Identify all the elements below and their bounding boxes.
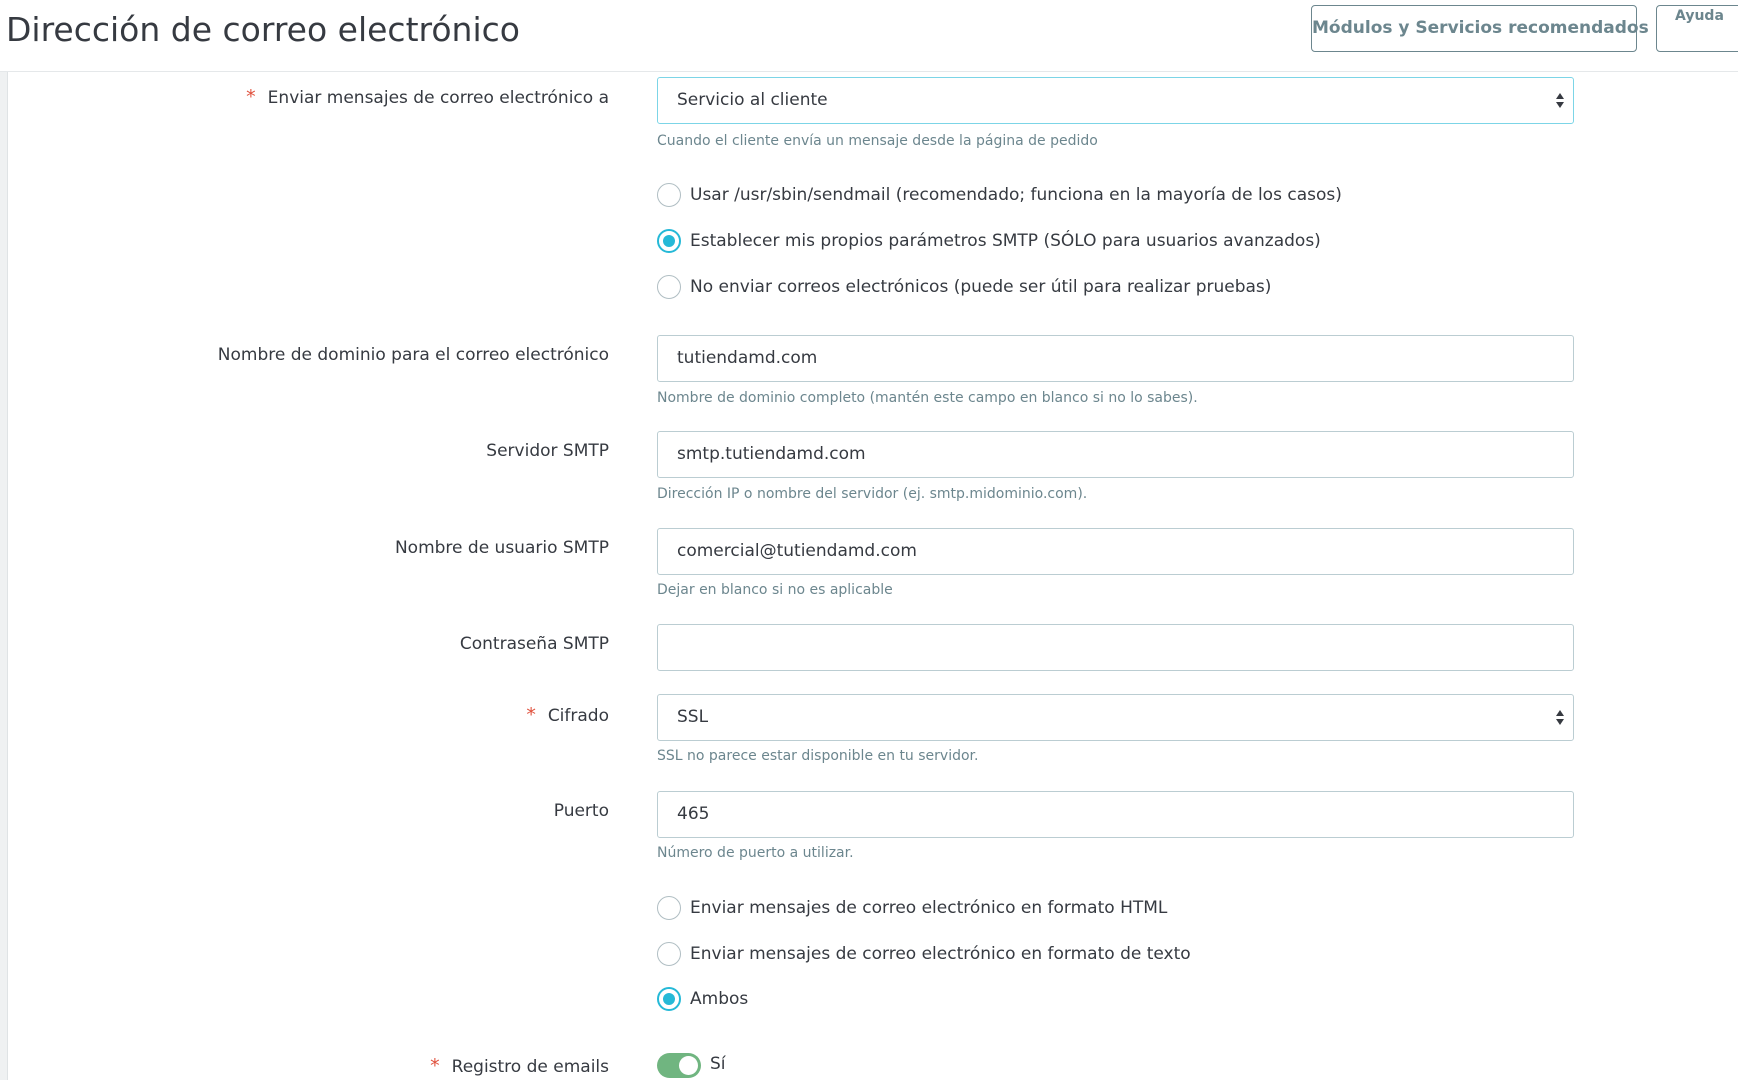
send-to-select[interactable] — [657, 77, 1574, 124]
help-button[interactable]: Ayuda — [1656, 5, 1738, 52]
radio-text[interactable] — [657, 942, 681, 966]
domain-label: Nombre de dominio para el correo electrónico — [217, 345, 609, 365]
required-marker: * — [526, 704, 536, 726]
radio-label: No enviar correos electrónicos (puede ser útil para realizar pruebas) — [690, 277, 1272, 297]
smtp-user-label: Nombre de usuario SMTP — [394, 538, 609, 558]
radio-html[interactable] — [657, 896, 681, 920]
smtp-server-help: Dirección IP o nombre del servidor (ej. smtp.midominio.com). — [657, 486, 1088, 502]
smtp-server-label: Servidor SMTP — [486, 441, 609, 461]
email-log-toggle[interactable] — [657, 1053, 701, 1078]
radio-label: Ambos — [690, 989, 749, 1009]
radio-smtp[interactable] — [657, 229, 681, 253]
send-to-help: Cuando el cliente envía un mensaje desde la página de pedido — [657, 133, 1098, 149]
recommended-modules-button[interactable]: Módulos y Servicios recomendados — [1311, 5, 1637, 52]
smtp-user-help: Dejar en blanco si no es aplicable — [657, 582, 893, 598]
radio-label: Enviar mensajes de correo electrónico en formato HTML — [690, 898, 1168, 918]
domain-input[interactable]: tutiendamd.com — [657, 335, 1574, 382]
required-marker: * — [246, 86, 256, 108]
radio-label: Usar /usr/sbin/sendmail (recomendado; funciona en la mayoría de los casos) — [690, 185, 1342, 205]
radio-sendmail[interactable] — [657, 183, 681, 207]
required-marker: * — [430, 1055, 440, 1077]
radio-label: Establecer mis propios parámetros SMTP (SÓLO para usuarios avanzados) — [690, 231, 1321, 251]
smtp-server-input[interactable]: smtp.tutiendamd.com — [657, 431, 1574, 478]
port-input[interactable]: 465 — [657, 791, 1574, 838]
send-to-label: * Enviar mensajes de correo electrónico a — [246, 86, 609, 108]
select-arrows-icon — [1555, 710, 1565, 726]
port-label: Puerto — [553, 801, 609, 821]
domain-help: Nombre de dominio completo (mantén este campo en blanco si no lo sabes). — [657, 390, 1198, 406]
page-title: Dirección de correo electrónico — [6, 10, 520, 49]
email-log-toggle-label: Sí — [710, 1054, 726, 1074]
select-arrows-icon — [1555, 93, 1565, 109]
radio-no-mail[interactable] — [657, 275, 681, 299]
encryption-value: SSL — [677, 707, 709, 727]
smtp-password-label: Contraseña SMTP — [459, 634, 609, 654]
page-header — [0, 0, 1738, 72]
smtp-password-input[interactable] — [657, 624, 1574, 671]
port-help: Número de puerto a utilizar. — [657, 845, 854, 861]
radio-both[interactable] — [657, 987, 681, 1011]
encryption-select[interactable] — [657, 694, 1574, 741]
encryption-help: SSL no parece estar disponible en tu servidor. — [657, 748, 979, 764]
email-log-label: * Registro de emails — [430, 1055, 609, 1077]
smtp-user-input[interactable]: comercial@tutiendamd.com — [657, 528, 1574, 575]
radio-label: Enviar mensajes de correo electrónico en formato de texto — [690, 944, 1191, 964]
sidebar-edge — [0, 72, 8, 1080]
encryption-label: * Cifrado — [526, 704, 609, 726]
send-to-value: Servicio al cliente — [677, 90, 828, 110]
